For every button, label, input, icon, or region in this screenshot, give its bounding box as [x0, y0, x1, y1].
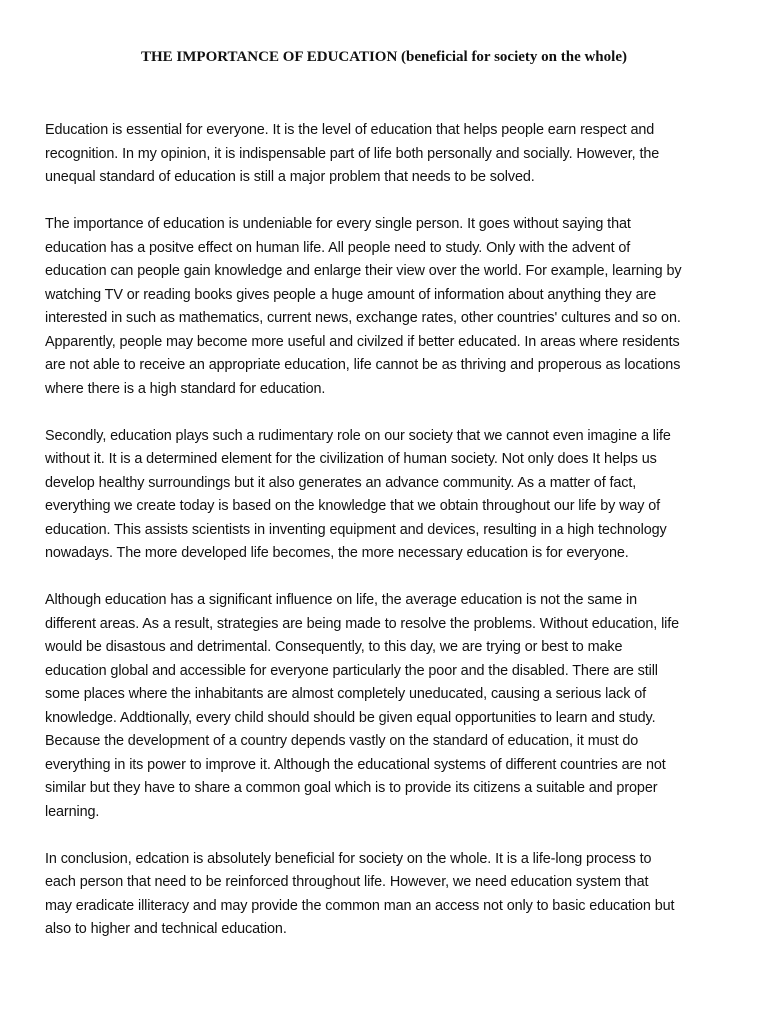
- text-line: interested in such as mathematics, current news, exchange rates, other countries' cultures and so on.: [45, 310, 681, 326]
- text-line: where there is a high standard for education.: [45, 380, 326, 397]
- paragraph-conclusion: [45, 848, 729, 942]
- text-line: education has a positve effect on human life. All people need to study. Only with the advent of: [45, 239, 631, 256]
- text-line: education. This assists scientists in inventing equipment and devices, resulting in a high technology: [45, 521, 667, 538]
- text-line: Although education has a significant influence on life, the average education is not the same in: [45, 592, 638, 608]
- text-line: may eradicate illiteracy and may provide the common man an access not only to basic education but: [45, 897, 675, 914]
- text-line: unequal standard of education is still a major problem that needs to be solved.: [45, 169, 535, 185]
- text-line: watching TV or reading books gives people a huge amount of information about anything they are: [45, 286, 657, 303]
- text-line: each person that need to be reinforced throughout life. However, we need education system that: [45, 874, 649, 890]
- text-line: education global and accessible for everyone particularly the poor and the disabled. There are still: [45, 662, 658, 679]
- text-line: without it. It is a determined element for the civilization of human society. Not only does It helps us: [45, 451, 657, 467]
- paragraph-intro: [45, 119, 729, 190]
- text-line: similar but they have to share a common goal which is to provide its citizens a suitable and proper: [45, 780, 658, 796]
- paragraph-importance: [45, 213, 729, 401]
- text-line: In conclusion, edcation is absolutely beneficial for society on the whole. It is a life-long process to: [45, 850, 652, 867]
- text-line: The importance of education is undeniable for every single person. It goes without saying that: [45, 216, 631, 232]
- text-line: knowledge. Addtionally, every child should should be given equal opportunities to learn and study.: [45, 709, 656, 726]
- text-line: also to higher and technical education.: [45, 921, 287, 937]
- paragraph-secondly: [45, 425, 729, 566]
- text-line: learning.: [45, 803, 100, 820]
- document-title: THE IMPORTANCE OF EDUCATION (beneficial for society on the whole): [141, 49, 627, 65]
- text-line: recognition. In my opinion, it is indispensable part of life both personally and socially. However, the: [45, 145, 660, 162]
- text-line: are not able to receive an appropriate education, life cannot be as thriving and properous as locations: [45, 357, 681, 373]
- text-line: some places where the inhabitants are almost completely uneducated, causing a serious lack of: [45, 686, 647, 702]
- text-line: Apparently, people may become more useful and civilzed if better educated. In areas where residents: [45, 333, 680, 350]
- text-line: Because the development of a country depends vastly on the standard of education, it must do: [45, 733, 639, 749]
- text-line: would be disastous and detrimental. Consequently, to this day, we are trying or best to make: [45, 639, 623, 655]
- document-body: [45, 119, 729, 965]
- text-line: everything we create today is based on the knowledge that we obtain throughout our life by way of: [45, 498, 661, 514]
- text-line: nowadays. The more developed life becomes, the more necessary education is for everyone.: [45, 545, 629, 561]
- text-line: Secondly, education plays such a rudimentary role on our society that we cannot even imagine a life: [45, 427, 671, 444]
- text-line: everything in its power to improve it. Although the educational systems of different countries are not: [45, 756, 666, 773]
- text-line: Education is essential for everyone. It is the level of education that helps people earn respect and: [45, 122, 655, 138]
- text-line: develop healthy surroundings but it also generates an advance community. As a matter of fact,: [45, 474, 637, 491]
- text-line: education can people gain knowledge and enlarge their view over the world. For example, learning by: [45, 263, 682, 279]
- paragraph-although: [45, 589, 729, 824]
- text-line: different areas. As a result, strategies are being made to resolve the problems. Without education, life: [45, 615, 680, 632]
